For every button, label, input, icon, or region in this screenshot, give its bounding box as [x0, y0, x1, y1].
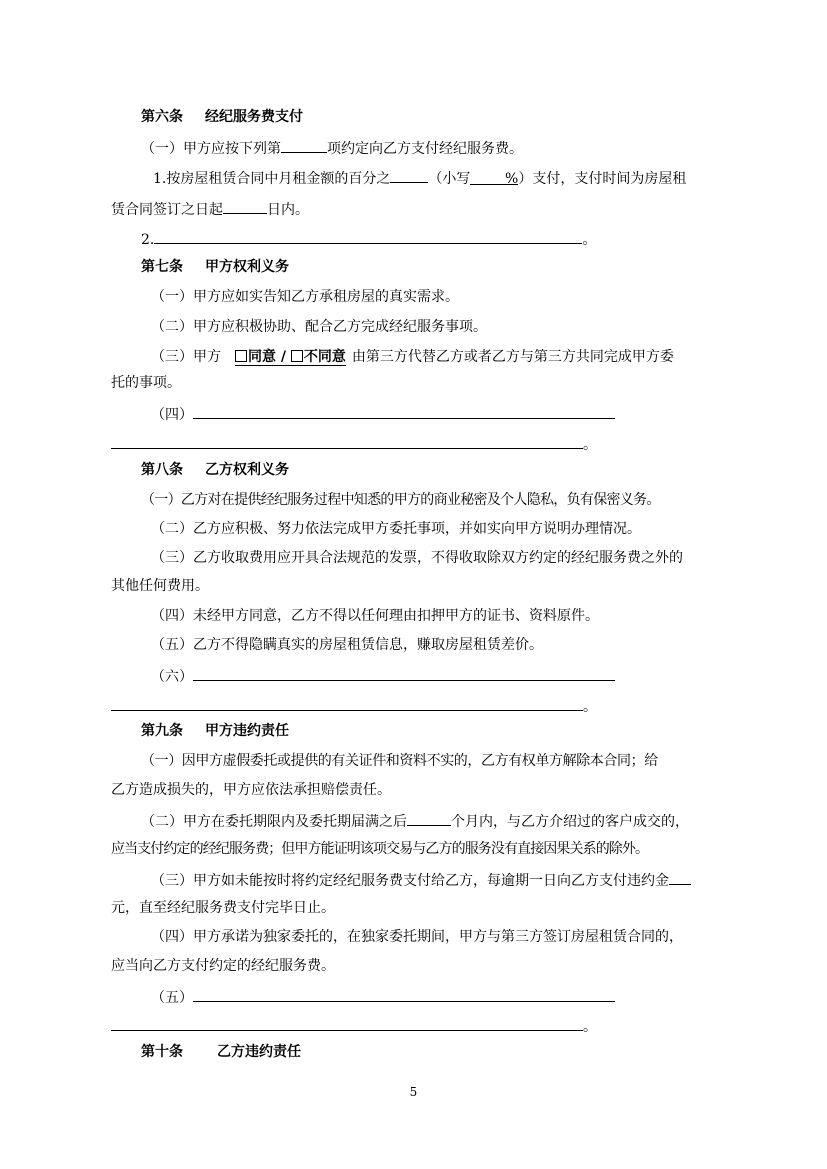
article-9-title: 甲方违约责任	[205, 723, 289, 739]
percent-field[interactable]	[470, 170, 518, 185]
art9-item-3	[151, 870, 691, 890]
art6-option-1-text-end: ）支付，支付时间为房屋租	[518, 171, 687, 187]
art6-option-1	[153, 168, 686, 188]
art6-option-1-cont-end: 日内。	[267, 202, 309, 218]
art9-item-5	[151, 987, 615, 1007]
art9-item-5-num: （五）	[151, 990, 193, 1006]
article-8-title: 乙方权利义务	[205, 462, 289, 478]
consent-choice	[235, 349, 346, 366]
art9-item-5-cont	[111, 1016, 597, 1036]
blank-field[interactable]	[111, 1016, 583, 1031]
art6-option-1-text: 1.按房屋租赁合同中月租金额的百分之	[153, 171, 391, 187]
art8-item-5: （五）乙方不得隐瞒真实的房屋租赁信息，赚取房屋租赁差价。	[151, 637, 543, 653]
article-9-number: 第九条	[141, 723, 183, 739]
art6-item-1	[141, 138, 523, 158]
art7-item-1: （一）甲方应如实告知乙方承租房屋的真实需求。	[151, 289, 459, 305]
art9-item-3-text: （三）甲方如未能按时将约定经纪服务费支付给乙方，每逾期一日向乙方支付违约金	[151, 873, 669, 889]
percent-sign: %	[505, 171, 519, 187]
art7-item-2: （二）甲方应积极协助、配合乙方完成经纪服务事项。	[151, 319, 487, 335]
art6-option-2-num: 2.	[141, 232, 155, 248]
disagree-label: 不同意	[303, 349, 346, 365]
article-6-title: 经纪服务费支付	[205, 109, 303, 125]
art9-item-1-cont: 乙方造成损失的，甲方应依法承担赔偿责任。	[111, 782, 391, 798]
blank-field[interactable]	[407, 811, 451, 826]
blank-field[interactable]	[111, 434, 583, 449]
blank-field[interactable]	[154, 229, 582, 244]
period: 。	[583, 699, 597, 715]
art8-item-4: （四）未经甲方同意，乙方不得以任何理由扣押甲方的证书、资料原件。	[151, 608, 599, 624]
blank-field[interactable]	[281, 138, 327, 153]
article-7-number: 第七条	[141, 259, 183, 275]
period: 。	[583, 1019, 597, 1035]
art7-item-3	[151, 348, 674, 366]
article-10-title: 乙方违约责任	[217, 1044, 301, 1060]
art6-item-1-text-end: 项约定向乙方支付经纪服务费。	[327, 141, 523, 157]
agree-label: 同意	[248, 349, 276, 365]
blank-field[interactable]	[193, 404, 615, 419]
art8-item-6-num: （六）	[151, 669, 193, 685]
art9-item-2-text-end: 个月内，与乙方介绍过的客户成交的，	[451, 814, 689, 830]
art9-item-4-cont: 应当向乙方支付约定的经纪服务费。	[111, 958, 335, 974]
agree-checkbox[interactable]	[235, 350, 247, 362]
art8-item-2: （二）乙方应积极、努力依法完成甲方委托事项，并如实向甲方说明办理情况。	[151, 521, 641, 537]
art9-item-2-cont: 应当支付约定的经纪服务费；但甲方能证明该项交易与乙方的服务没有直接因果关系的除外。	[111, 841, 649, 857]
blank-field[interactable]	[390, 168, 428, 183]
choice-separator: /	[276, 349, 291, 365]
article-7-title: 甲方权利义务	[205, 259, 289, 275]
article-8-number: 第八条	[141, 462, 183, 478]
art6-option-1-paren: （小写	[428, 171, 471, 187]
blank-field[interactable]	[193, 666, 615, 681]
art6-option-1-cont	[111, 199, 309, 219]
blank-field[interactable]	[111, 696, 583, 711]
art6-item-1-text: （一）甲方应按下列第	[141, 141, 281, 157]
art8-item-6-cont	[111, 696, 597, 716]
art9-item-2	[141, 811, 689, 831]
art7-item-4-num: （四）	[151, 407, 193, 423]
art6-option-1-cont-text: 赁合同签订之日起	[111, 202, 223, 218]
art8-item-3-cont: 其他任何费用。	[111, 578, 209, 594]
article-10-heading	[141, 1043, 301, 1061]
art7-item-3-cont: 托的事项。	[111, 375, 181, 391]
art9-item-1: （一）因甲方虚假委托或提供的有关证件和资料不实的，乙方有权单方解除本合同；给	[141, 753, 658, 769]
article-8-heading	[141, 461, 289, 479]
art8-item-1: （一）乙方对在提供经纪服务过程中知悉的甲方的商业秘密及个人隐私，负有保密义务。	[141, 492, 660, 508]
art8-item-6	[151, 666, 615, 686]
art7-item-3-text-end: 由第三方代替乙方或者乙方与第三方共同完成甲方委	[351, 349, 674, 365]
art7-item-3-text: （三）甲方	[151, 349, 221, 365]
blank-field[interactable]	[223, 199, 267, 214]
period: 。	[583, 437, 597, 453]
page-number: 5	[409, 1085, 418, 1099]
art6-option-2	[141, 229, 596, 249]
blank-field[interactable]	[193, 987, 615, 1002]
art9-item-4: （四）甲方承诺为独家委托的，在独家委托期间，甲方与第三方签订房屋租赁合同的，	[151, 929, 683, 945]
article-6-heading	[141, 108, 303, 126]
art7-item-4-cont	[111, 434, 597, 454]
art9-item-2-text: （二）甲方在委托期限内及委托期届满之后	[141, 814, 407, 830]
blank-field[interactable]	[669, 870, 691, 885]
art9-item-3-cont: 元，直至经纪服务费支付完毕日止。	[111, 900, 335, 916]
article-6-number: 第六条	[141, 109, 183, 125]
period: 。	[582, 232, 597, 248]
article-7-heading	[141, 258, 289, 276]
art8-item-3: （三）乙方收取费用应开具合法规范的发票，不得收取除双方约定的经纪服务费之外的	[151, 550, 683, 566]
art7-item-4	[151, 404, 615, 424]
article-10-number: 第十条	[141, 1044, 183, 1060]
disagree-checkbox[interactable]	[291, 350, 303, 362]
article-9-heading	[141, 722, 289, 740]
